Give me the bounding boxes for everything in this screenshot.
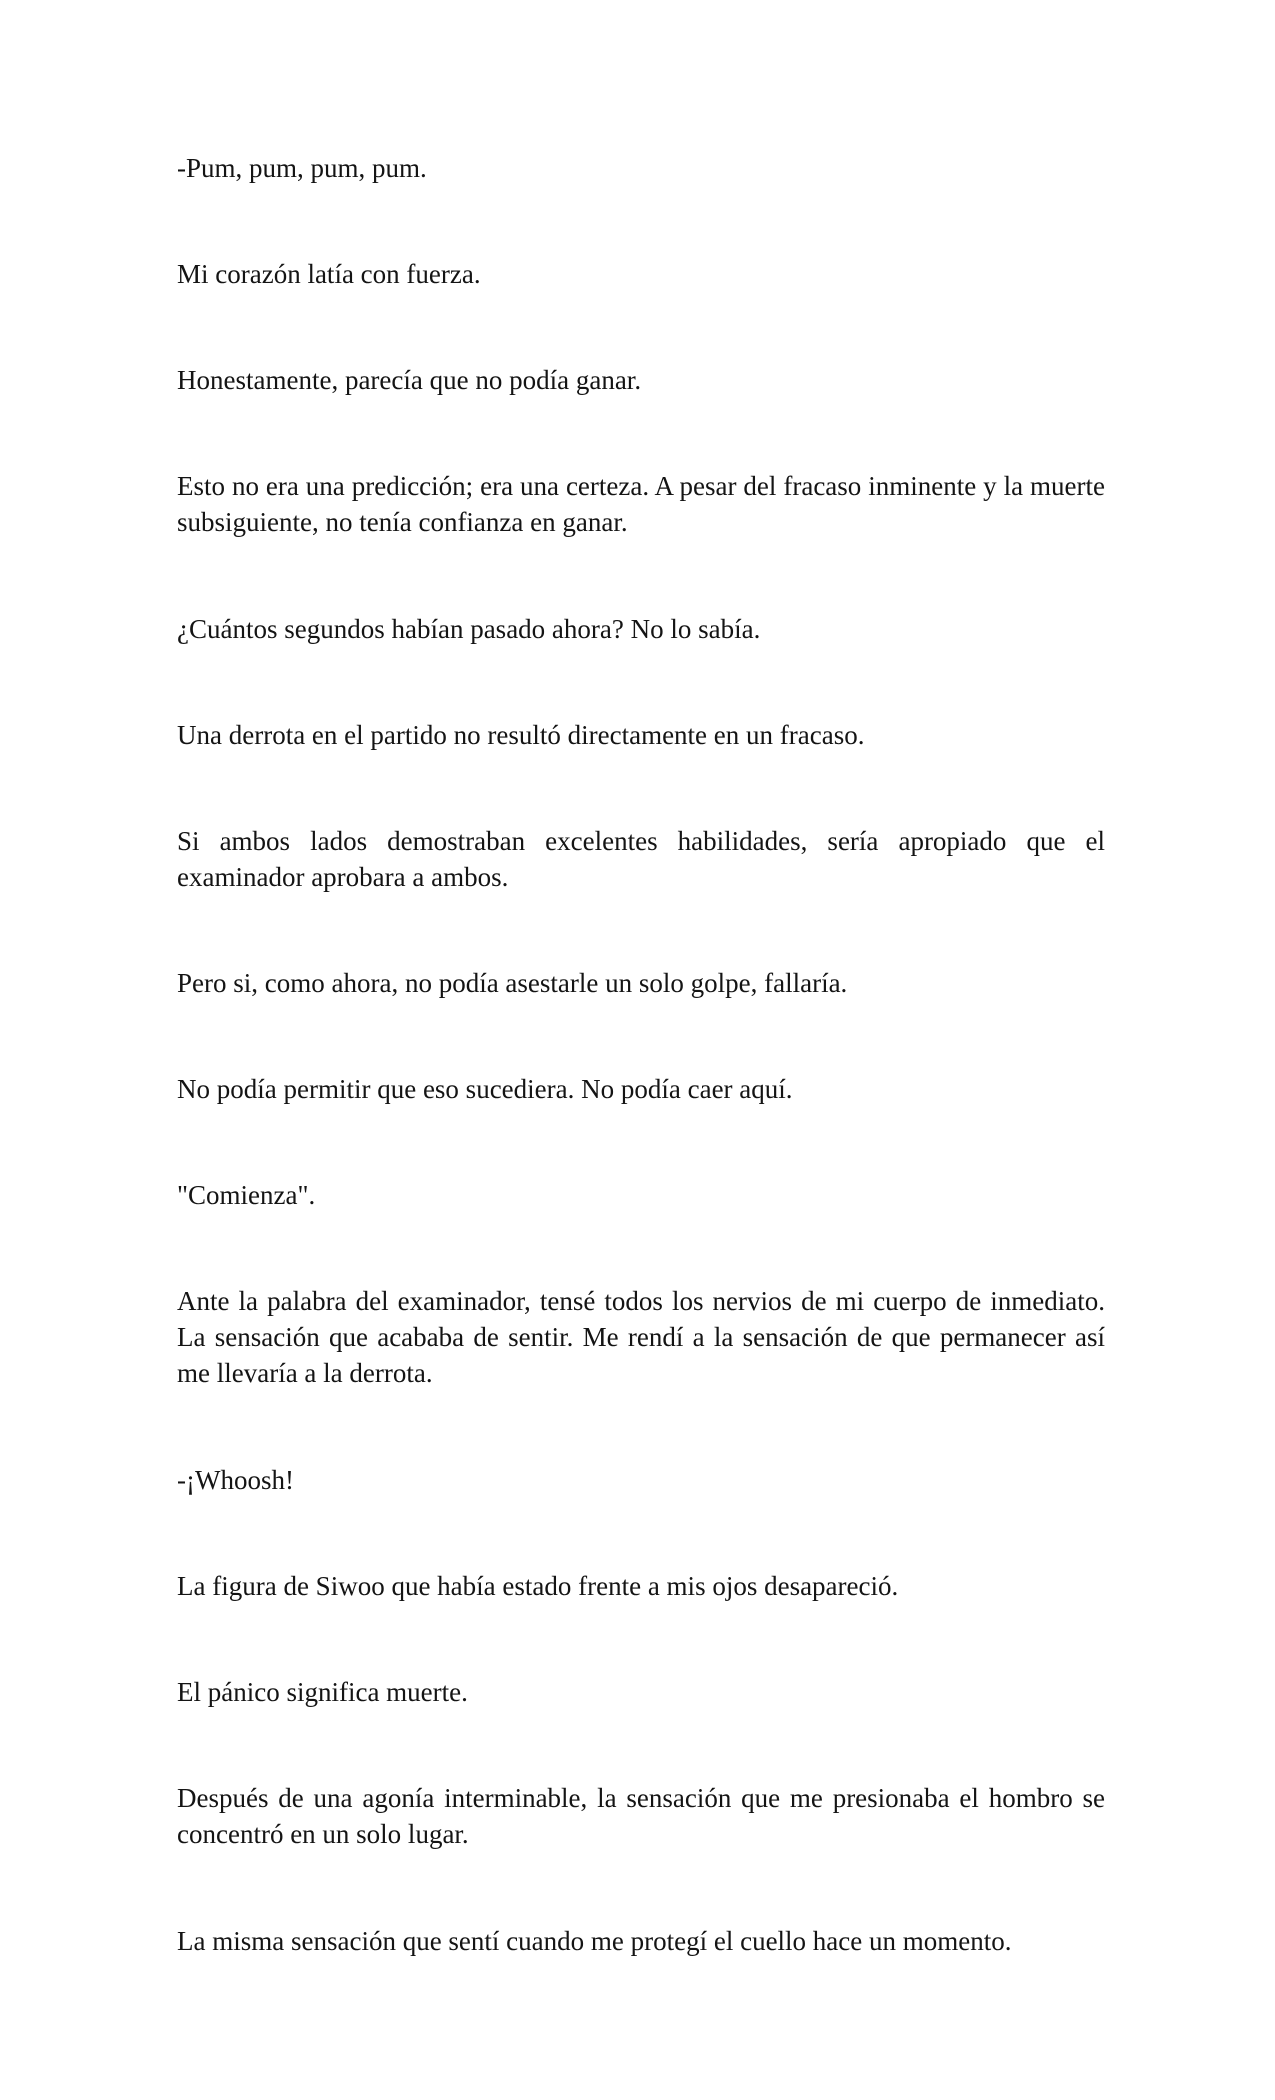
paragraph-7: Si ambos lados demostraban excelentes habilidades, sería apropiado que el examinador aprobara a ambos. [177, 826, 1105, 892]
paragraph-9: No podía permitir que eso sucediera. No podía caer aquí. [177, 1074, 793, 1104]
paragraph-15: Después de una agonía interminable, la sensación que me presionaba el hombro se concentró en un solo lugar. [177, 1783, 1105, 1849]
paragraph-6: Una derrota en el partido no resultó directamente en un fracaso. [177, 720, 865, 750]
paragraph-11: Ante la palabra del examinador, tensé todos los nervios de mi cuerpo de inmediato. La sensación que acababa de sentir. Me rendí a la sensación de que permanecer así me llevaría a la derrota. [177, 1286, 1105, 1388]
paragraph-1: -Pum, pum, pum, pum. [177, 153, 427, 183]
paragraph-14: El pánico significa muerte. [177, 1677, 468, 1707]
paragraph-4: Esto no era una predicción; era una certeza. A pesar del fracaso inminente y la muerte subsiguiente, no tenía confianza en ganar. [177, 471, 1105, 537]
paragraph-16: La misma sensación que sentí cuando me protegí el cuello hace un momento. [177, 1926, 1012, 1956]
paragraph-5: ¿Cuántos segundos habían pasado ahora? No lo sabía. [177, 614, 761, 644]
paragraph-13: La figura de Siwoo que había estado frente a mis ojos desapareció. [177, 1571, 899, 1601]
paragraph-12: -¡Whoosh! [177, 1465, 294, 1495]
paragraph-10: "Comienza". [177, 1180, 316, 1210]
paragraph-3: Honestamente, parecía que no podía ganar. [177, 365, 642, 395]
paragraph-8: Pero si, como ahora, no podía asestarle un solo golpe, fallaría. [177, 968, 848, 998]
paragraph-2: Mi corazón latía con fuerza. [177, 259, 481, 289]
